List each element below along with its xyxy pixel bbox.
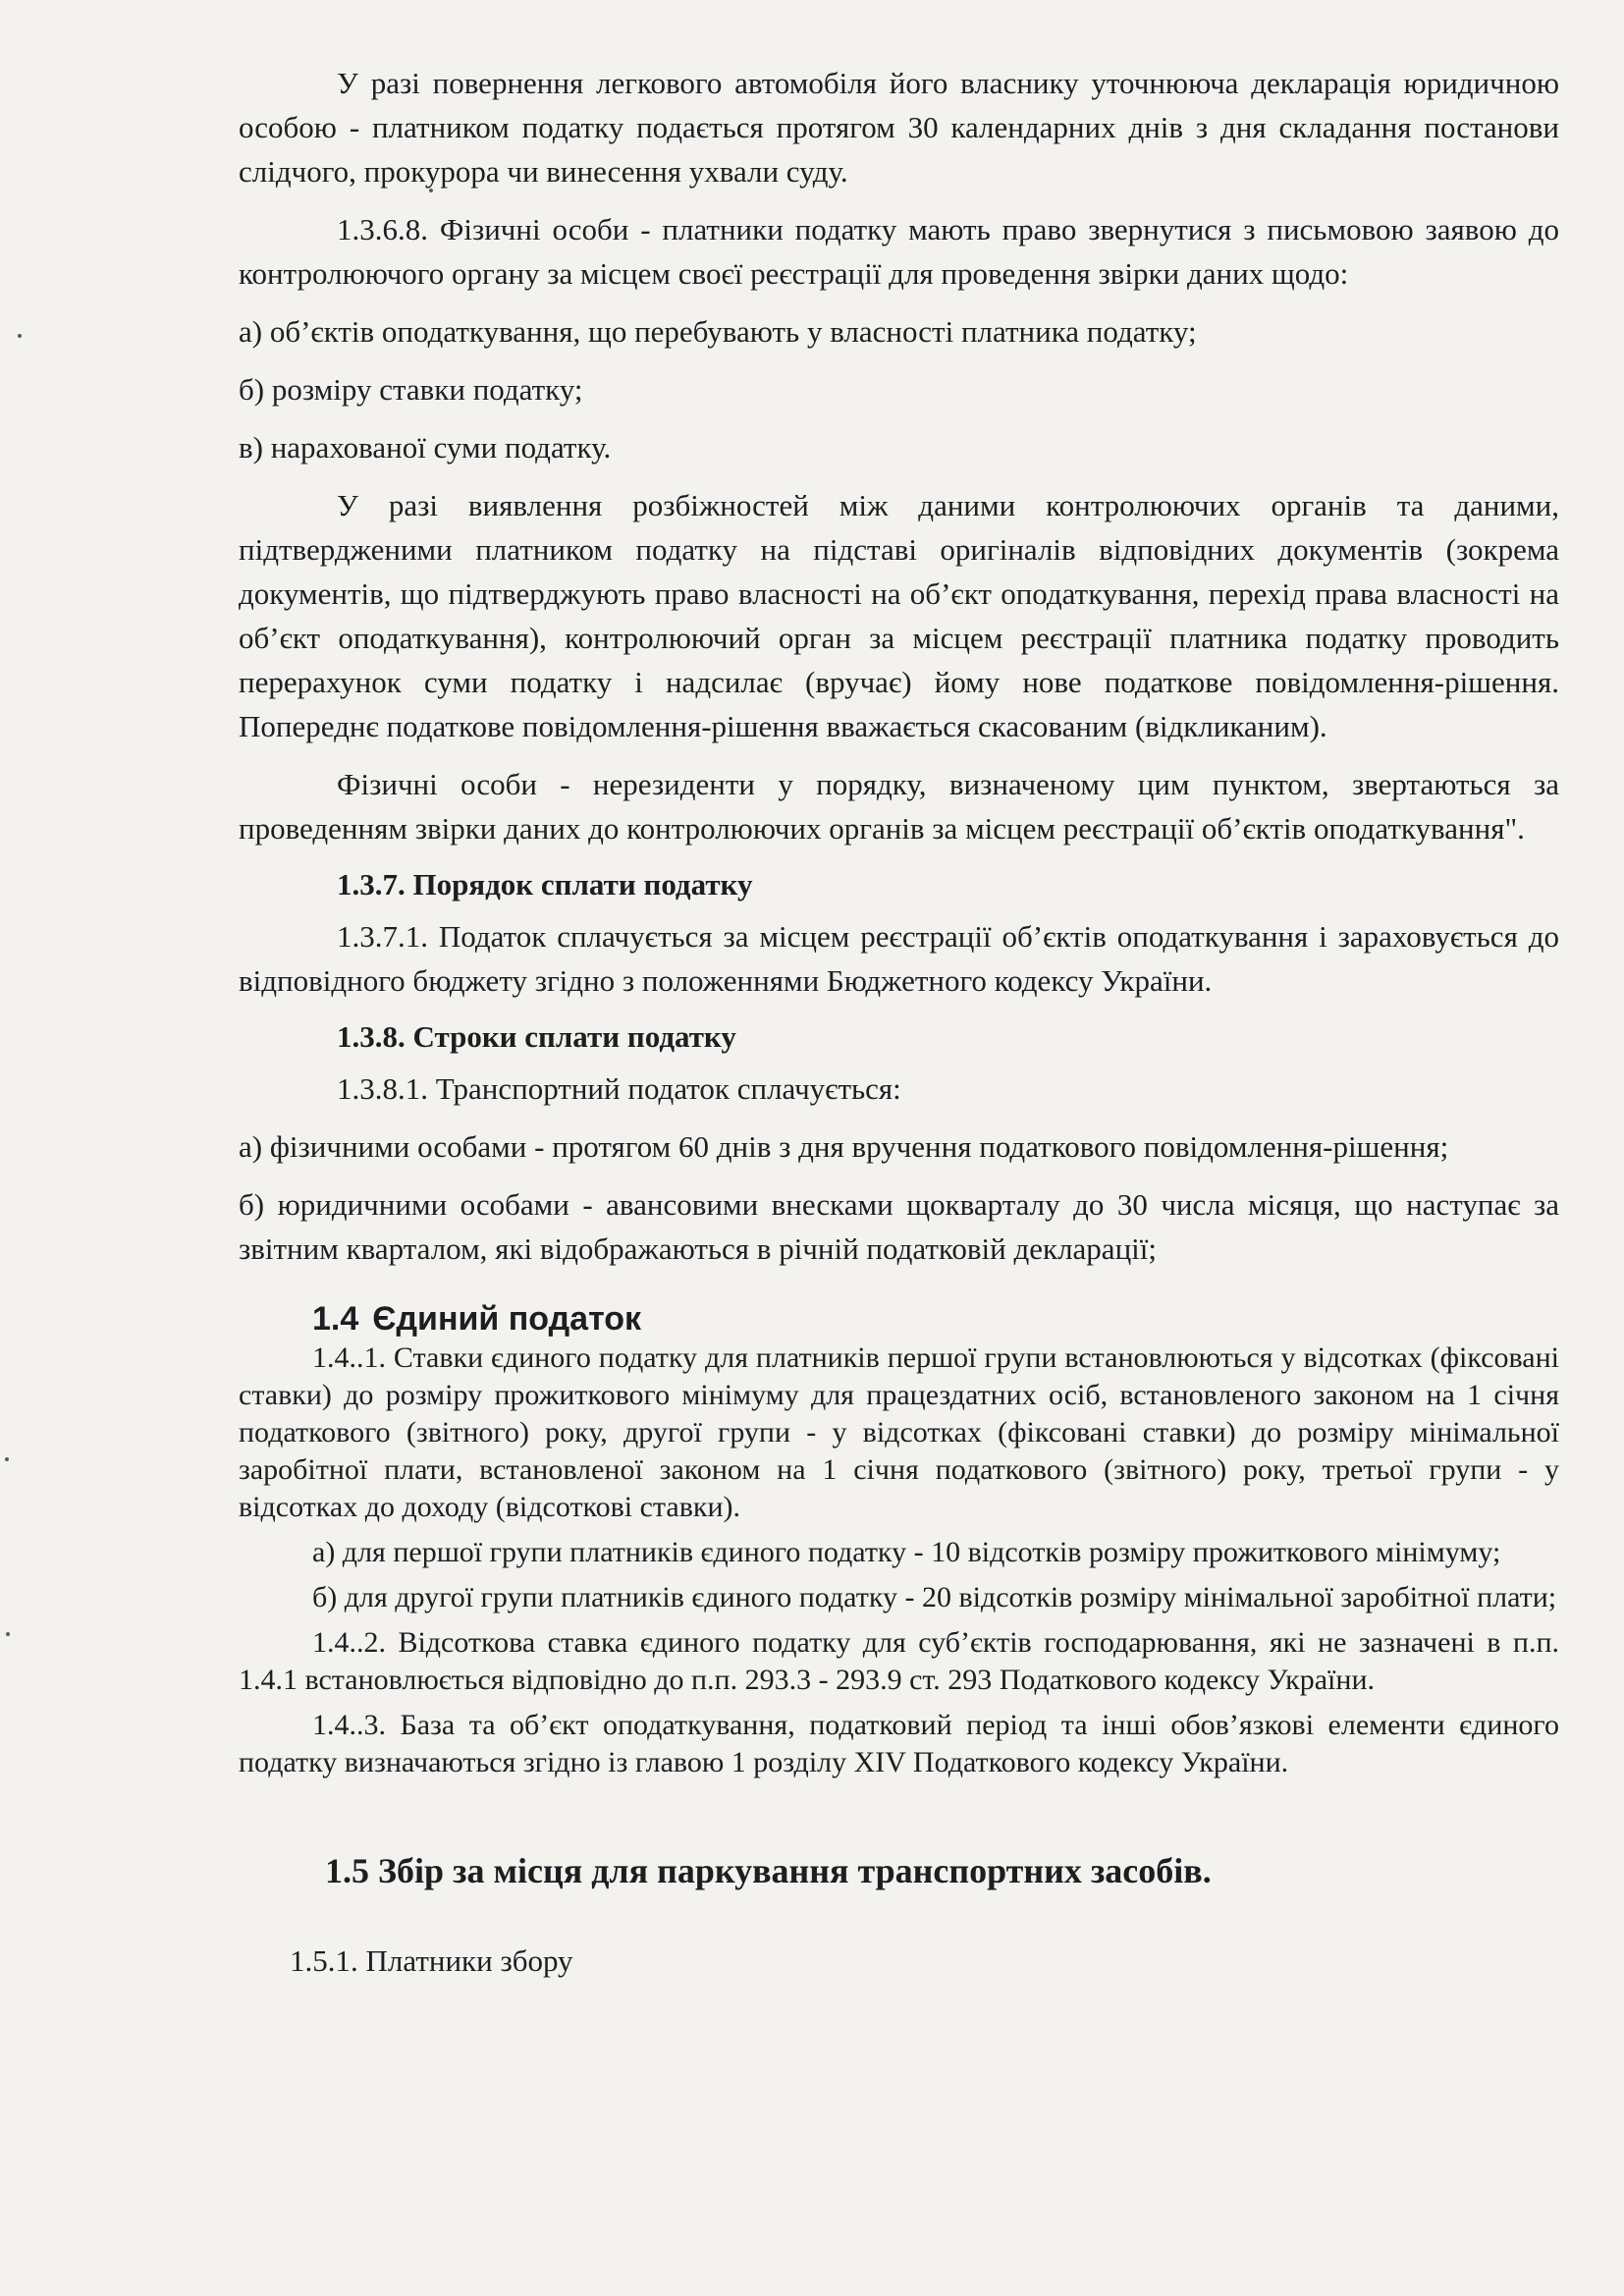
section-heading-1-4 <box>312 1298 1559 1339</box>
paragraph-1-3-6-8: 1.3.6.8. Фізичні особи - платники податку мають право звернутися з письмовою заявою до контролюючого органу за місцем своєї реєстрації для проведення звірки даних щодо: <box>239 212 1559 291</box>
section-number: 1.4 <box>312 1300 359 1338</box>
scan-speck <box>5 1457 9 1461</box>
paragraph-nonresidents: Фізичні особи - нерезиденти у порядку, визначеному цим пунктом, звертаються за проведенням звірки даних до контролюючих органів за місцем реєстрації об’єктів оподаткування". <box>239 767 1559 846</box>
paragraph-1-4-1: 1.4..1. Ставки єдиного податку для платників першої групи встановлюються у відсотках (фіксовані ставки) до розміру прожиткового мінімуму для працездатних осіб, встановленого законом на 1 січня податкового (звітного) року, другої групи - у відсотках (фіксовані ставки) до розміру мінімальної заробітної плати, встановленої законом на 1 січня податкового (звітного) року, третьої групи - у відсотках до доходу (відсоткові ставки). <box>239 1341 1559 1523</box>
list-item-c: в) нарахованої суми податку. <box>239 430 612 465</box>
section-1-4-body <box>239 1339 1559 1781</box>
scan-speck <box>18 334 22 338</box>
paragraph-return-car: У разі повернення легкового автомобіля його власнику уточнююча декларація юридичною особою - платником податку подається протягом 30 календарних днів з дня складання постанови слідчого, прокурора чи винесення ухвали суду. <box>239 66 1559 189</box>
paragraph-1-3-8-1: 1.3.8.1. Транспортний податок сплачується: <box>337 1071 901 1106</box>
list-item-b: б) розміру ставки податку; <box>239 372 583 407</box>
paragraph-second-group: б) для другої групи платників єдиного податку - 20 відсотків розміру мінімальної заробітної плати; <box>312 1581 1557 1613</box>
heading-1-3-8: 1.3.8. Строки сплати податку <box>337 1019 736 1054</box>
section-title: Єдиний податок <box>372 1300 642 1338</box>
paragraph-1-4-3: 1.4..3. База та об’єкт оподаткування, податковий період та інші обов’язкові елементи єдиного податку визначаються згідно із главою 1 розділу XIV Податкового кодексу України. <box>239 1709 1559 1778</box>
paragraph-1-3-7-1: 1.3.7.1. Податок сплачується за місцем реєстрації об’єктів оподаткування і зараховується до відповідного бюджету згідно з положеннями Бюджетного кодексу України. <box>239 919 1559 998</box>
paragraph-1-5-1: 1.5.1. Платники збору <box>290 1943 573 1978</box>
paragraph-first-group: а) для першої групи платників єдиного податку - 10 відсотків розміру прожиткового мінімуму; <box>312 1536 1501 1568</box>
paragraph-discrepancies: У разі виявлення розбіжностей між даними контролюючих органів та даними, підтвердженими платником податку на підставі оригіналів відповідних документів (зокрема документів, що підтверджують право власності на об’єкт оподаткування, перехід права власності на об’єкт оподаткування), контролюючий орган за місцем реєстрації платника податку проводить перерахунок суми податку і надсилає (вручає) йому нове податкове повідомлення-рішення. Попереднє податкове повідомлення-рішення вважається скасованим (відкликаним). <box>239 488 1559 743</box>
list-item-a: а) об’єктів оподаткування, що перебувають у власності платника податку; <box>239 314 1197 349</box>
document-body <box>239 61 1559 1983</box>
heading-1-3-7: 1.3.7. Порядок сплати податку <box>337 867 753 902</box>
section-heading-1-5: 1.5 Збір за місця для паркування транспортних засобів. <box>325 1851 1212 1890</box>
paragraph-individuals-deadline: а) фізичними особами - протягом 60 днів з дня вручення податкового повідомлення-рішення; <box>239 1129 1449 1164</box>
scan-speck <box>6 1632 10 1636</box>
paragraph-1-4-2: 1.4..2. Відсоткова ставка єдиного податку для суб’єктів господарювання, які не зазначені в п.п. 1.4.1 встановлюється відповідно до п.п. 293.3 - 293.9 ст. 293 Податкового кодексу України. <box>239 1626 1559 1696</box>
paragraph-legal-entities-deadline: б) юридичними особами - авансовими внесками щокварталу до 30 числа місяця, що наступає за звітним кварталом, які відображаються в річній податковій декларації; <box>239 1187 1559 1266</box>
